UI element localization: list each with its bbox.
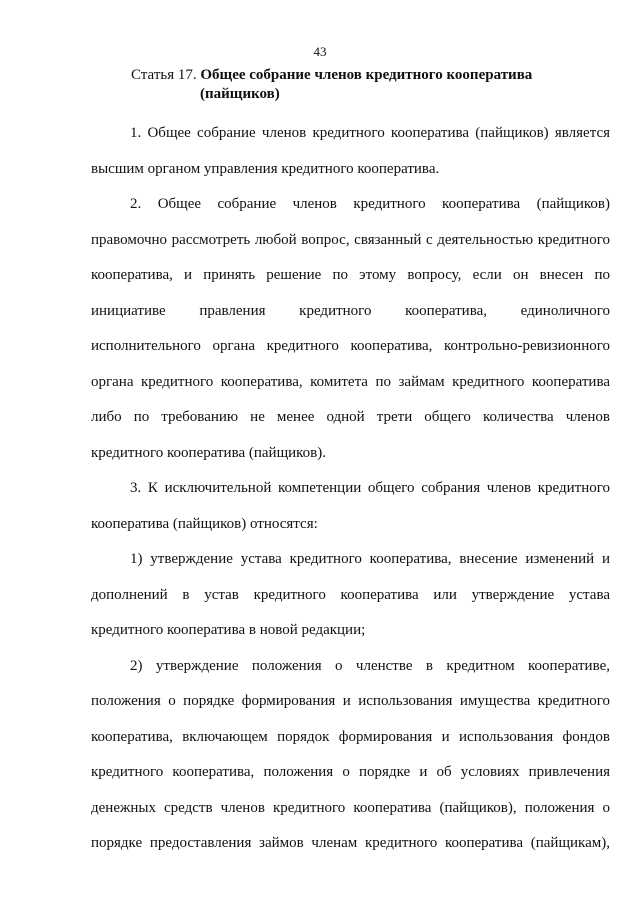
- text-line: кредитного кооператива, положения о порядке и об условиях привлечения: [91, 764, 610, 780]
- article-heading: [131, 66, 571, 104]
- text-line: положения о порядке формирования и использования имущества кредитного: [91, 693, 610, 709]
- text-line: органа кредитного кооператива, комитета по займам кредитного кооператива: [91, 373, 610, 390]
- text-line: высшим органом управления кредитного кооператива.: [91, 160, 440, 177]
- text-line: правомочно рассмотреть любой вопрос, связанный с деятельностью кредитного: [91, 231, 610, 248]
- text-line: 3. К исключительной компетенции общего собрания членов кредитного: [130, 480, 610, 496]
- text-line: кредитного кооператива (пайщиков).: [91, 444, 327, 461]
- list-item-1: [91, 542, 610, 649]
- text-line: кооператива (пайщиков) относятся:: [91, 515, 318, 532]
- text-line: денежных средств членов кредитного кооператива (пайщиков), положения о: [91, 799, 610, 816]
- article-title-line-2: (пайщиков): [200, 86, 280, 102]
- article-heading-line-1: [131, 66, 571, 85]
- article-body: [91, 116, 610, 862]
- text-line: 1. Общее собрание членов кредитного кооператива (пайщиков) является: [130, 125, 610, 141]
- text-line: кооператива, и принять решение по этому вопросу, если он внесен по: [91, 267, 610, 283]
- text-line: 2. Общее собрание членов кредитного кооператива (пайщиков): [130, 196, 610, 212]
- text-line: 1) утверждение устава кредитного кооператива, внесение изменений и: [130, 551, 610, 567]
- text-line: порядке предоставления займов членам кредитного кооператива (пайщикам),: [91, 835, 610, 851]
- text-line: 2) утверждение положения о членстве в кредитном кооперативе,: [130, 657, 610, 674]
- text-line: либо по требованию не менее одной трети общего количества членов: [91, 409, 610, 425]
- text-line: исполнительного органа кредитного кооператива, контрольно-ревизионного: [91, 338, 610, 354]
- list-item-2: [91, 649, 610, 862]
- paragraph-2: [91, 187, 610, 471]
- text-line: кооператива, включающем порядок формирования и использования фондов: [91, 728, 610, 745]
- text-line: дополнений в устав кредитного кооператива или утверждение устава: [91, 586, 610, 603]
- paragraph-3: [91, 471, 610, 542]
- page-number: 43: [313, 44, 327, 59]
- paragraph-1: [91, 116, 610, 187]
- article-title-line-1: Общее собрание членов кредитного кооператива: [200, 67, 533, 83]
- article-label: Статья 17.: [131, 67, 197, 83]
- text-line: кредитного кооператива в новой редакции;: [91, 622, 366, 638]
- text-line: инициативе правления кредитного кооператива, единоличного: [91, 302, 610, 319]
